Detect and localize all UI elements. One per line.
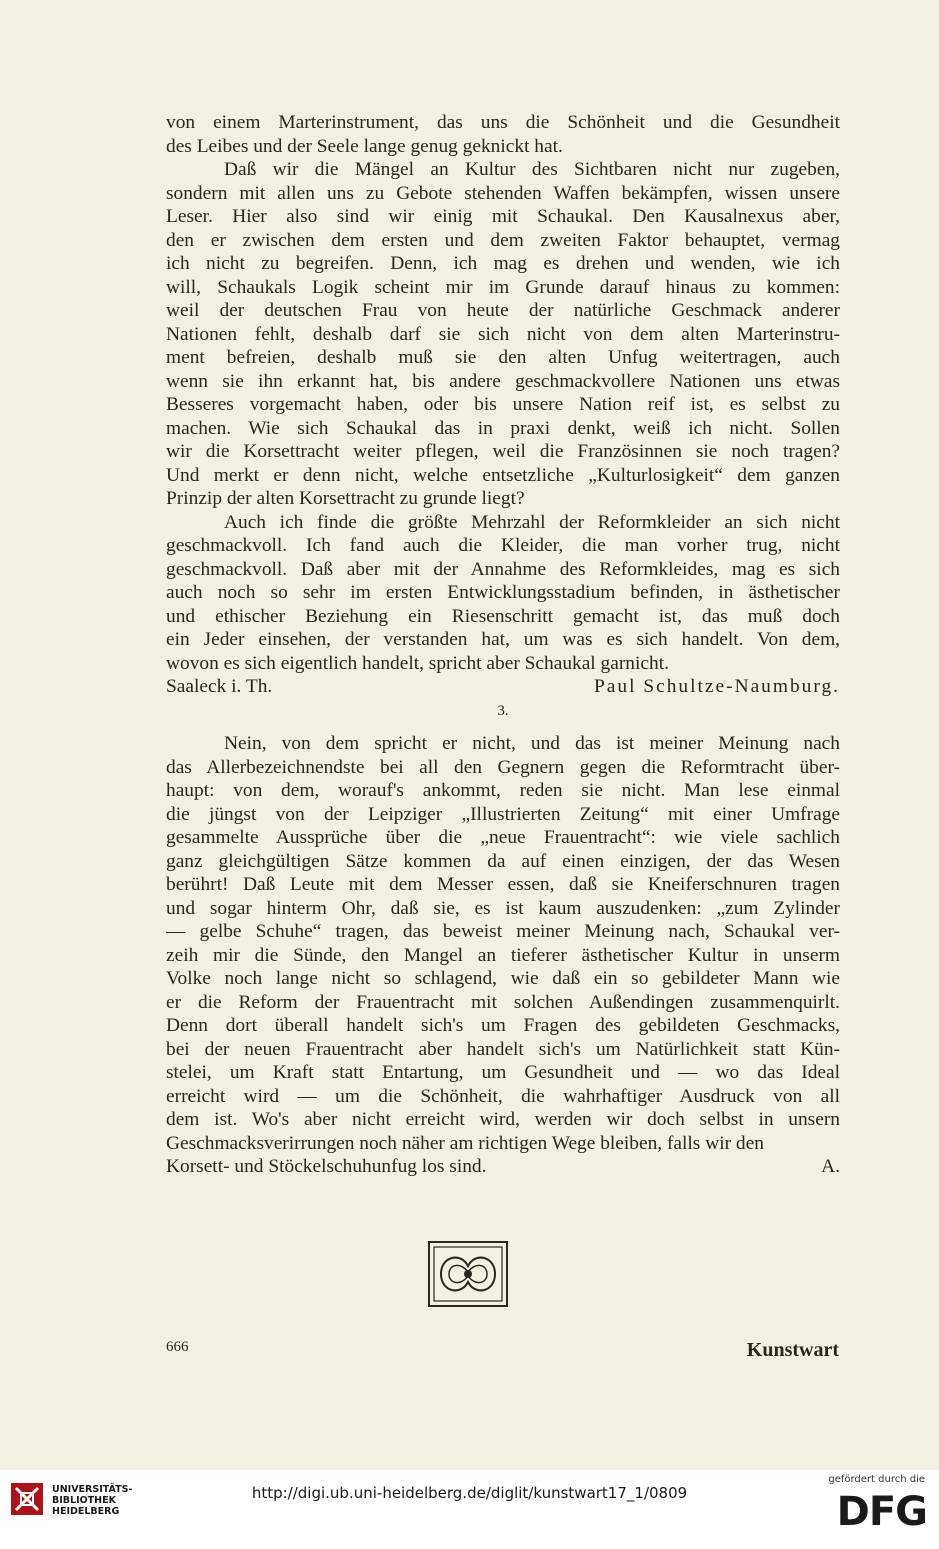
text-line: berührt! Daß Leute mit dem Messer essen, daß sie Kneiferschnuren tragen	[166, 874, 840, 895]
text-line: will, Schaukals Logik scheint mir im Grunde darauf hinaus zu kommen:	[166, 276, 840, 298]
closing-line	[166, 1155, 840, 1179]
text-line: wenn sie ihn erkannt hat, bis andere geschmackvollere Nationen uns etwas	[166, 370, 840, 392]
text-line: gesammelte Aussprüche über die „neue Frauentracht“: wie viele sachlich	[166, 827, 840, 848]
text-line: Besseres vorgemacht haben, oder bis unsere Nation reif ist, es selbst zu	[166, 394, 840, 415]
text-line: er die Reform der Frauentracht mit solchen Außendingen zusammenquirlt.	[166, 991, 840, 1013]
text-line: des Leibes und der Seele lange genug geknickt hat.	[166, 135, 563, 157]
signature-author: Paul Schultze-Naumburg.	[594, 676, 840, 697]
text-line: wovon es sich eigentlich handelt, spricht aber Schaukal garnicht.	[166, 652, 669, 674]
text-line: zeih mir die Sünde, den Mangel an tieferer ästhetischer Kultur in unserm	[166, 944, 840, 966]
text-line: und sogar hinterm Ohr, daß sie, es ist kaum auszudenken: „zum Zylinder	[166, 897, 840, 919]
closing-signature: A.	[821, 1156, 840, 1177]
text-line: von einem Marterinstrument, das uns die Schönheit und die Gesundheit	[166, 112, 840, 133]
signature-place: Saaleck i. Th.	[166, 676, 273, 697]
text-line: machen. Wie sich Schaukal das in praxi denkt, weiß ich nicht. Sollen	[166, 417, 840, 439]
text-line: Auch ich finde die größte Mehrzahl der Reformkleider an sich nicht	[224, 511, 840, 533]
text-line: ich nicht zu begreifen. Denn, ich mag es drehen und wenden, wie ich	[166, 253, 840, 274]
text-line: stelei, um Kraft statt Entartung, um Gesundheit und — wo das Ideal	[166, 1062, 840, 1083]
text-line: weil der deutschen Frau von heute der natürliche Geschmack anderer	[166, 300, 840, 321]
text-line: Geschmacksverirrungen noch näher am richtigen Wege bleiben, falls wir den	[166, 1132, 764, 1154]
text-line: geschmackvoll. Ich fand auch die Kleider, die man vorher trug, nicht	[166, 535, 840, 556]
source-url-link[interactable]: http://digi.ub.uni-heidelberg.de/diglit/kunstwart17_1/0809	[251, 1484, 688, 1502]
text-line: ein Jeder einsehen, der verstanden hat, um was es sich handelt. Von dem,	[166, 629, 840, 650]
text-line: Nationen fehlt, deshalb darf sie sich nicht von dem alten Marterinstru-	[166, 323, 840, 345]
text-line: die jüngst von der Leipziger „Illustrierten Zeitung“ mit einer Umfrage	[166, 803, 840, 825]
text-line: Daß wir die Mängel an Kultur des Sichtbaren nicht nur zugeben,	[224, 159, 840, 180]
text-line: geschmackvoll. Daß aber mit der Annahme des Reformkleides, mag es sich	[166, 558, 840, 580]
ornament-icon	[427, 1240, 509, 1308]
text-line: Nein, von dem spricht er nicht, und das ist meiner Meinung nach	[224, 733, 840, 754]
text-line: und ethischer Beziehung ein Riesenschritt gemacht ist, das muß doch	[166, 605, 840, 627]
text-line: Denn dort überall handelt sich's um Fragen des gebildeten Geschmacks,	[166, 1015, 840, 1036]
signature-line	[166, 675, 840, 699]
text-line: haupt: von dem, worauf's ankommt, reden sie nicht. Man lese einmal	[166, 780, 840, 801]
footer-bar	[0, 1470, 939, 1549]
section-number: 3.	[497, 703, 509, 719]
text-line: ment befreien, deshalb muß sie den alten Unfug weitertragen, auch	[166, 347, 840, 368]
running-title: Kunstwart	[746, 1339, 839, 1361]
text-line: Prinzip der alten Korsettracht zu grunde liegt?	[166, 488, 525, 509]
article-text-continued	[166, 111, 840, 675]
closing-text: Korsett- und Stöckelschuhunfug los sind.	[166, 1156, 487, 1177]
dfg-logo: DFG	[836, 1489, 927, 1535]
text-line: ganz gleichgültigen Sätze kommen da auf einen einzigen, der das Wesen	[166, 850, 840, 872]
text-line: sondern mit allen uns zu Gebote stehenden Waffen bekämpfen, wissen unsere	[166, 182, 840, 204]
text-line: Leser. Hier also sind wir einig mit Schaukal. Den Kausalnexus aber,	[166, 206, 840, 227]
article-text-section-3	[166, 732, 840, 1155]
text-line: den er zwischen dem ersten und dem zweiten Faktor behauptet, vermag	[166, 229, 840, 251]
funded-by-label: gefördert durch die	[828, 1474, 925, 1485]
text-line: das Allerbezeichnendste bei all den Gegnern gegen die Reformtracht über-	[166, 756, 840, 778]
text-line: erreicht wird — um die Schönheit, die wahrhaftiger Ausdruck von all	[166, 1085, 840, 1107]
page-number: 666	[166, 1339, 189, 1355]
library-name: UNIVERSITÄTS- BIBLIOTHEK HEIDELBERG	[52, 1484, 133, 1517]
text-line: Volke noch lange nicht so schlagend, wie daß ein so gebildeter Mann wie	[166, 968, 840, 989]
text-line: Und merkt er denn nicht, welche entsetzliche „Kulturlosigkeit“ dem ganzen	[166, 464, 840, 486]
text-line: auch noch so sehr im ersten Entwicklungsstadium befinden, in ästhetischer	[166, 582, 840, 603]
text-line: bei der neuen Frauentracht aber handelt sich's um Natürlichkeit statt Kün-	[166, 1038, 840, 1060]
text-line: wir die Korsettracht weiter pflegen, weil die Französinnen sie noch tragen?	[166, 441, 840, 462]
text-line: — gelbe Schuhe“ tragen, das beweist meiner Meinung nach, Schaukal ver-	[166, 921, 840, 942]
text-line: dem ist. Wo's aber nicht erreicht wird, werden wir doch selbst in unsern	[166, 1109, 840, 1130]
